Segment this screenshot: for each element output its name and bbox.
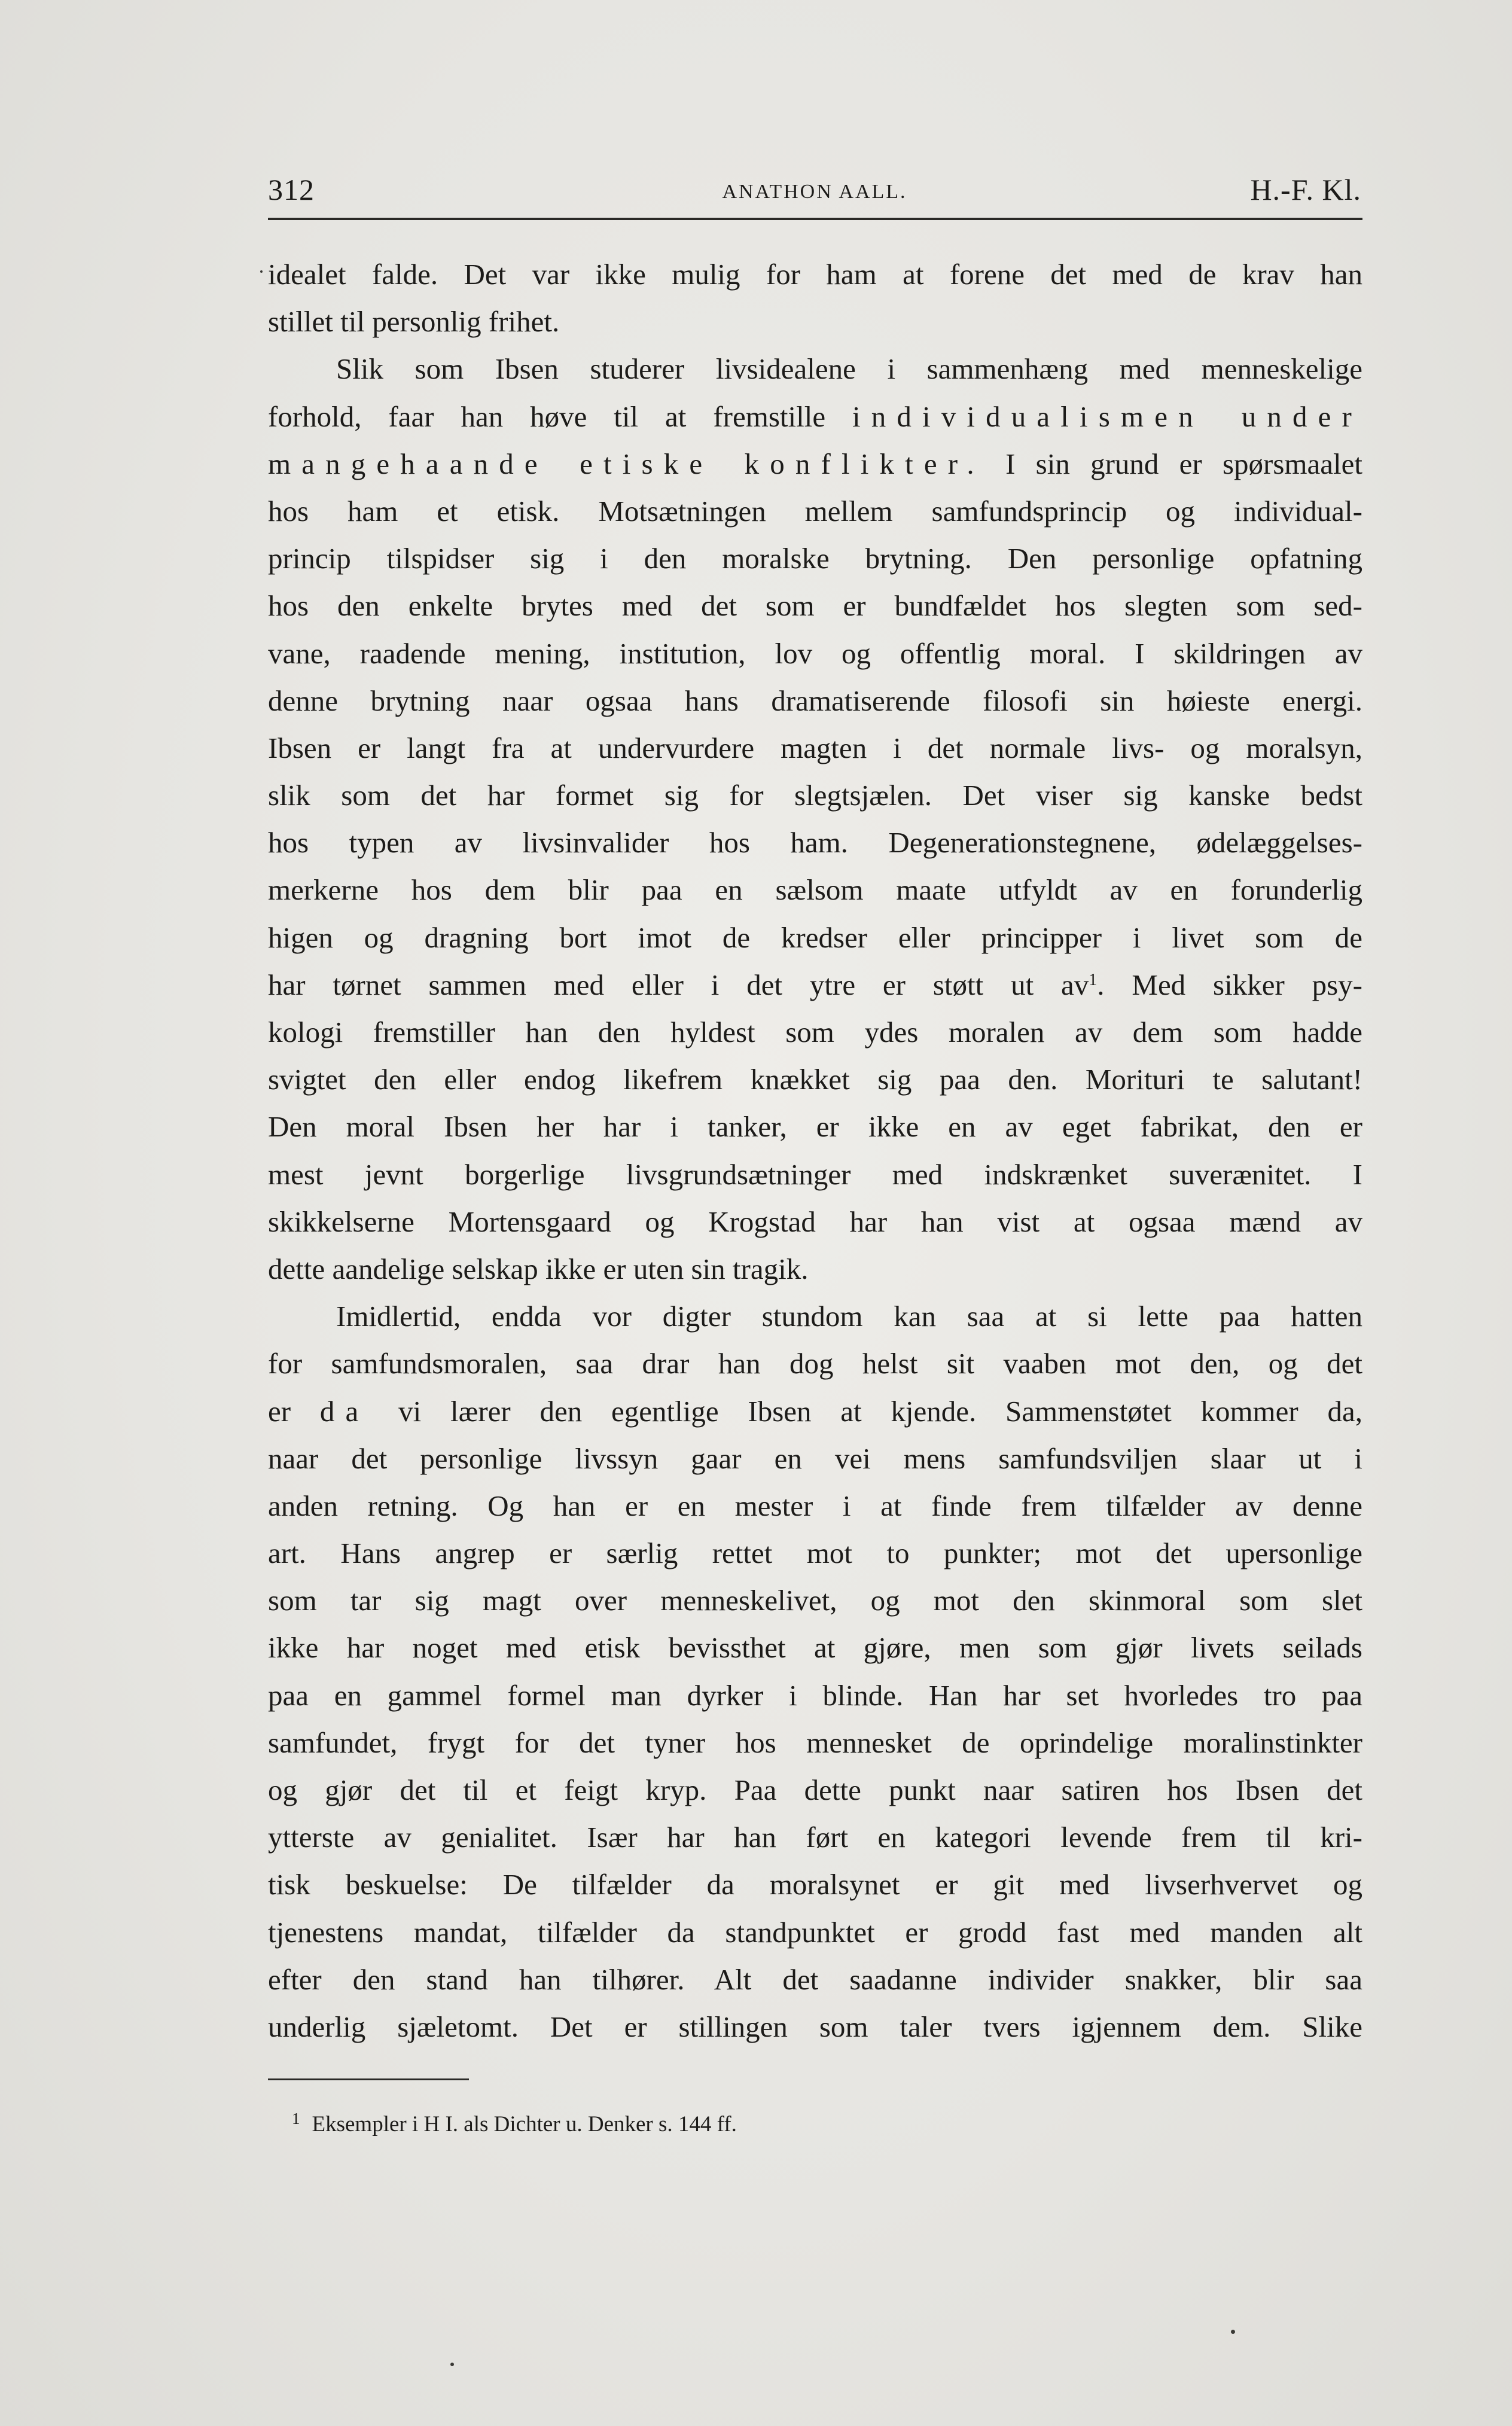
text-line <box>268 440 1362 487</box>
footnote-mark: 1 <box>292 2110 300 2128</box>
text-line: ytterste av genialitet. Især har han ført en kategori levende frem til kri- <box>268 1821 1362 1854</box>
running-title: ANATHON AALL. <box>722 181 907 203</box>
text-line: og gjør det til et feigt kryp. Paa dette punkt naar satiren hos Ibsen det <box>268 1773 1362 1806</box>
scan-speck <box>260 270 263 273</box>
text-line: princip tilspidser sig i den moralske brytning. Den personlige opfatning <box>268 542 1362 575</box>
header-rule <box>268 218 1362 220</box>
text-line: naar det personlige livssyn gaar en vei mens samfundsviljen slaar ut i <box>268 1441 1362 1475</box>
page-header <box>268 172 1361 214</box>
footnote-rule <box>268 2078 469 2080</box>
text-line <box>268 1388 1362 1435</box>
section-mark: H.-F. Kl. <box>1250 173 1361 206</box>
text-line: skikkelserne Mortensgaard og Krogstad har han vist at ogsaa mænd av <box>268 1205 1362 1238</box>
text-line: paa en gammel formel man dyrker i blinde. Han har set hvorledes tro paa <box>268 1678 1362 1712</box>
text-line: slik som det har formet sig for slegtsjælen. Det viser sig kanske bedst <box>268 779 1362 812</box>
text-line: denne brytning naar ogsaa hans dramatiserende filosofi sin høieste energi. <box>268 684 1362 717</box>
text-line: tisk beskuelse: De tilfælder da moralsynet er git med livserhvervet og <box>268 1868 1362 1901</box>
text-line: dette aandelige selskap ikke er uten sin tragik. <box>268 1252 809 1285</box>
text-line: tjenestens mandat, tilfælder da standpunktet er grodd fast med manden alt <box>268 1915 1362 1949</box>
text-fragment: har tørnet sammen med eller i det ytre er støtt ut av <box>268 968 1089 1001</box>
text-line: svigtet den eller endog likefrem knækket sig paa den. Morituri te salutant! <box>268 1063 1362 1096</box>
text-line: hos ham et etisk. Motsætningen mellem samfundsprincip og individual- <box>268 494 1362 528</box>
text-line: hos typen av livsinvalider hos ham. Degenerationstegnene, ødelæggelses- <box>268 826 1362 860</box>
paragraph-start-line: Slik som Ibsen studerer livsidealene i sammenhæng med menneskelige <box>336 352 1362 386</box>
text-line: merkerne hos dem blir paa en sælsom maate utfyldt av en forunderlig <box>268 873 1362 907</box>
text-line: ikke har noget med etisk bevissthet at gjøre, men som gjør livets seilads <box>268 1631 1362 1665</box>
text-line: higen og dragning bort imot de kredser eller principper i livet som de <box>268 921 1362 954</box>
footnote-text: Eksempler i H I. als Dichter u. Denker s. 144 ff. <box>312 2112 737 2137</box>
emphasized-text: mangehaande etiske konflikter. <box>268 447 985 480</box>
body-text <box>268 251 1362 2050</box>
text-fragment: I sin grund er spørsmaalet <box>1005 447 1362 480</box>
text-line: hos den enkelte brytes med det som er bundfældet hos slegten som sed- <box>268 589 1362 623</box>
text-line: vane, raadende mening, institution, lov og offentlig moral. I skildringen av <box>268 636 1362 670</box>
text-line: efter den stand han tilhører. Alt det saadanne individer snakker, blir saa <box>268 1962 1362 1996</box>
text-line: for samfundsmoralen, saa drar han dog helst sit vaaben mot den, og det <box>268 1347 1362 1380</box>
text-line: anden retning. Og han er en mester i at finde frem tilfælder av denne <box>268 1489 1362 1522</box>
text-line: Den moral Ibsen her har i tanker, er ikke en av eget fabrikat, den er <box>268 1110 1362 1144</box>
page-number: 312 <box>268 173 315 206</box>
footnote-reference: 1 <box>1089 970 1098 989</box>
text-line: underlig sjæletomt. Det er stillingen som taler tvers igjennem dem. Slike <box>268 2010 1362 2043</box>
text-line: art. Hans angrep er særlig rettet mot to punkter; mot det upersonlige <box>268 1537 1362 1570</box>
emphasized-text: individualismen under <box>852 400 1362 433</box>
scan-speck <box>1231 2330 1235 2334</box>
paragraph-start-line: Imidlertid, endda vor digter stundom kan saa at si lette paa hatten <box>336 1300 1362 1333</box>
scan-speck <box>450 2363 454 2366</box>
text-line: stillet til personlig frihet. <box>268 305 560 339</box>
text-line: idealet falde. Det var ikke mulig for ham at forene det med de krav han <box>268 258 1362 291</box>
text-line: Ibsen er langt fra at undervurdere magten i det normale livs- og moralsyn, <box>268 731 1362 764</box>
text-fragment: vi lærer den egentlige Ibsen at kjende. Sammenstøtet kommer da, <box>398 1394 1363 1428</box>
text-fragment: forhold, faar han høve til at fremstille <box>268 400 826 433</box>
text-line <box>268 961 1362 1008</box>
text-line: samfundet, frygt for det tyner hos mennesket de oprindelige moralinstinkter <box>268 1726 1362 1759</box>
text-line <box>268 393 1362 440</box>
text-line: som tar sig magt over menneskelivet, og mot den skinmoral som slet <box>268 1584 1362 1617</box>
footnote <box>292 2111 737 2137</box>
emphasized-text: da <box>319 1394 370 1428</box>
text-fragment: er <box>268 1394 291 1428</box>
text-line: mest jevnt borgerlige livsgrundsætninger med indskrænket suverænitet. I <box>268 1157 1362 1191</box>
text-fragment: . Med sikker psy- <box>1097 968 1362 1001</box>
text-line: kologi fremstiller han den hyldest som ydes moralen av dem som hadde <box>268 1016 1362 1049</box>
